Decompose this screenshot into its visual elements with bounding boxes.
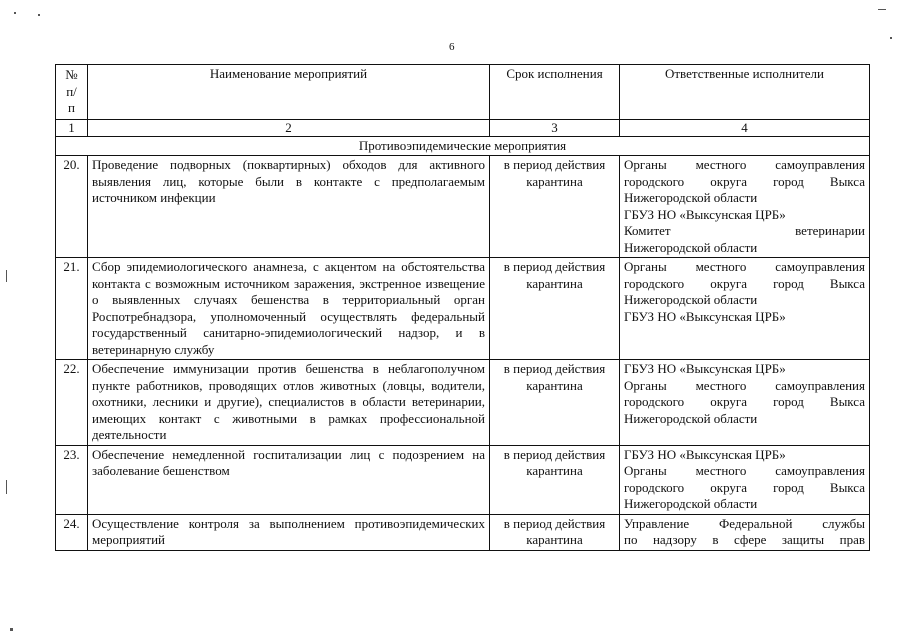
responsible-cell	[620, 360, 870, 446]
responsible-line: Органы местного самоуправления	[624, 377, 865, 393]
measures-table	[55, 64, 870, 551]
deadline: в период действия карантина	[490, 258, 620, 360]
row-number: 20.	[56, 156, 88, 258]
responsible-line: городского округа город Выкса	[624, 173, 865, 189]
table-row	[56, 514, 870, 550]
responsible-line: ГБУЗ НО «Выксунская ЦРБ»	[624, 308, 786, 324]
row-number: 24.	[56, 514, 88, 550]
scan-speck	[38, 14, 40, 16]
row-number: 21.	[56, 258, 88, 360]
row-number: 23.	[56, 445, 88, 514]
measure-name: Осуществление контроля за выполнением противоэпидемических мероприятий	[88, 514, 490, 550]
responsible-cell	[620, 445, 870, 514]
deadline: в период действия карантина	[490, 445, 620, 514]
header-deadline: Срок исполнения	[490, 65, 620, 120]
column-numbers-row	[56, 119, 870, 136]
column-number: 1	[56, 119, 88, 136]
responsible-line: Нижегородской области	[624, 410, 758, 426]
responsible-line: ГБУЗ НО «Выксунская ЦРБ»	[624, 361, 786, 376]
responsible-cell	[620, 156, 870, 258]
responsible-line: Органы местного самоуправления	[624, 157, 865, 172]
responsible-line: городского округа город Выкса	[624, 394, 865, 409]
measure-name: Проведение подворных (поквартирных) обходов для активного выявления лиц, которые были в контакте с предполагаемым источником инфекции	[88, 156, 490, 258]
responsible-cell	[620, 258, 870, 360]
responsible-line: Органы местного самоуправления	[624, 463, 865, 478]
scan-speck	[878, 9, 886, 10]
table-row	[56, 258, 870, 360]
table-row	[56, 156, 870, 258]
header-row	[56, 65, 870, 120]
responsible-line: ГБУЗ НО «Выксунская ЦРБ»	[624, 446, 786, 462]
column-number: 4	[620, 119, 870, 136]
deadline: в период действия карантина	[490, 360, 620, 446]
header-responsible: Ответственные исполнители	[620, 65, 870, 120]
responsible-line: Комитет ветеринарии	[624, 223, 865, 238]
scan-speck	[14, 12, 16, 14]
table-row	[56, 360, 870, 446]
responsible-line: Нижегородской области	[624, 190, 758, 205]
responsible-line: Нижегородской области	[624, 292, 758, 307]
page-number: 6	[449, 41, 455, 53]
header-number: № п/п	[56, 65, 88, 120]
responsible-line: городского округа город Выкса	[624, 479, 865, 495]
deadline: в период действия карантина	[490, 514, 620, 550]
responsible-line: Нижегородской области	[624, 496, 758, 511]
scan-speck	[6, 270, 7, 282]
scan-speck	[6, 480, 7, 494]
column-number: 2	[88, 119, 490, 136]
section-row	[56, 136, 870, 156]
responsible-cell	[620, 514, 870, 550]
measure-name: Обеспечение немедленной госпитализации лиц с подозрением на заболевание бешенством	[88, 445, 490, 514]
scan-speck	[890, 37, 892, 39]
scan-speck	[10, 628, 13, 631]
measure-name: Обеспечение иммунизации против бешенства в неблагополучном пункте работников, проводящих отлов животных (ловцы, водители, охотники, лесники и другие), специалистов в области ветеринарии, имеющих контакт с животными в рамках профессиональной деятельности	[88, 360, 490, 446]
responsible-line: Органы местного самоуправления	[624, 259, 865, 274]
responsible-line: по надзору в сфере защиты прав	[624, 532, 865, 547]
table-row	[56, 445, 870, 514]
row-number: 22.	[56, 360, 88, 446]
responsible-line: Нижегородской области	[624, 239, 758, 255]
responsible-line: городского округа город Выкса	[624, 275, 865, 291]
deadline: в период действия карантина	[490, 156, 620, 258]
responsible-line: ГБУЗ НО «Выксунская ЦРБ»	[624, 206, 786, 222]
column-number: 3	[490, 119, 620, 136]
section-title: Противоэпидемические мероприятия	[56, 136, 870, 156]
header-name: Наименование мероприятий	[88, 65, 490, 120]
responsible-line: Управление Федеральной службы	[624, 515, 865, 531]
measure-name: Сбор эпидемиологического анамнеза, с акцентом на обстоятельства контакта с возможным источником заражения, экстренное извещение о выявленных случаях бешенства в территориальный орган Роспотребнадзора, уполномоченный осуществлять федеральный государственный санитарно-эпидемиологический надзор, и в ветеринарную службу	[88, 258, 490, 360]
